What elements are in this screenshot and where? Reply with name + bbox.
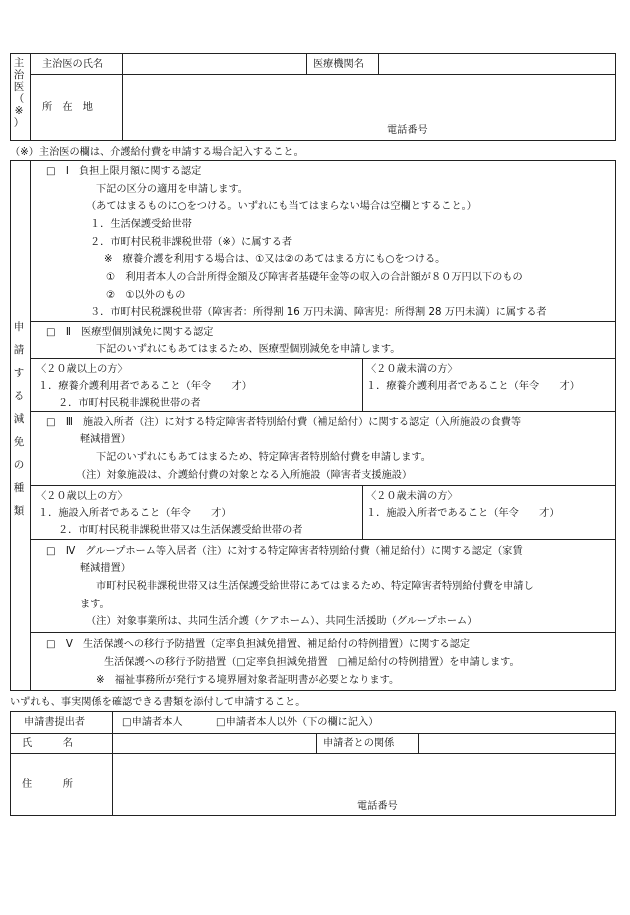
- label-char: ※: [14, 105, 24, 117]
- section-1-sub2[interactable]: ② ①以外のもの: [106, 290, 186, 301]
- border: [30, 632, 616, 633]
- border: [10, 160, 616, 161]
- submitter-name-field[interactable]: [114, 735, 314, 751]
- section-4-title2: 軽減措置）: [80, 563, 131, 574]
- label-char: 医: [13, 81, 25, 93]
- relation-label: 申請者との関係: [323, 738, 395, 749]
- doctor-note: （※）主治医の欄は、介護給付費を申請する場合記入すること。: [10, 147, 304, 158]
- section-4-line1: 市町村民税非課税世帯又は生活保護受給世帯にあてはまるため、特定障害者特別給付費を申請し: [96, 581, 534, 592]
- label-char: 免: [13, 436, 25, 448]
- section-2-right1: １．療養介護利用者であること（年令 才）: [366, 381, 580, 392]
- doctor-address-field[interactable]: [124, 76, 614, 139]
- border: [112, 711, 113, 816]
- section-1-line2: （あてはまるものに○をつける。いずれにも当てはまらない場合は空欄とすること。）: [86, 201, 477, 212]
- border: [418, 733, 419, 753]
- option-applicant-self[interactable]: □申請者本人: [122, 717, 183, 728]
- section-5-line1: 生活保護への移行予防措置（□定率負担減免措置 □補足給付の特例措置）を申請します。: [104, 657, 520, 668]
- doctor-name-label: 主治医の氏名: [42, 59, 104, 70]
- section-5-checkbox-title[interactable]: □ Ⅴ 生活保護への移行予防措置（定率負担減免措置、補足給付の特例措置）に関する認定: [46, 639, 471, 650]
- label-char: る: [13, 390, 25, 402]
- doctor-address-label: 所 在 地: [42, 102, 93, 113]
- section-4-note: （注）対象事業所は、共同生活介護（ケアホーム）、共同生活援助（グループホーム）: [86, 616, 478, 627]
- section-3-line1: 下記のいずれにもあてはまるため、特定障害者特別給付費を申請します。: [96, 452, 431, 463]
- border: [10, 53, 616, 54]
- border: [30, 411, 616, 412]
- section-3-note: （注）対象施設は、介護給付費の対象となる入所施設（障害者支援施設）: [76, 470, 413, 481]
- border: [10, 690, 616, 691]
- border: [30, 160, 31, 691]
- section-1-line1: 下記の区分の適用を申請します。: [96, 184, 248, 195]
- border: [10, 711, 11, 816]
- border: [30, 321, 616, 322]
- section-2-right-head: 〈２０歳未満の方〉: [366, 364, 458, 375]
- institution-label: 医療機関名: [313, 59, 364, 70]
- label-char: の: [13, 459, 25, 471]
- submitter-address-label: 住 所: [22, 779, 73, 790]
- submitter-label: 申請書提出者: [24, 717, 86, 728]
- label-char: 主: [13, 57, 25, 69]
- section-3-right1: １．施設入所者であること（年令 才）: [366, 508, 560, 519]
- border: [122, 53, 123, 141]
- label-char: 類: [13, 505, 25, 517]
- section-3-left2: ２．市町村民税非課税世帯又は生活保護受給世帯の者: [58, 525, 303, 536]
- border: [10, 140, 616, 141]
- border: [30, 539, 616, 540]
- attachment-note: いずれも、事実関係を確認できる書類を添付して申請すること。: [10, 697, 306, 708]
- section-2-checkbox-title[interactable]: □ Ⅱ 医療型個別減免に関する認定: [46, 327, 214, 338]
- border: [615, 711, 616, 816]
- section-3-right-head: 〈２０歳未満の方〉: [366, 491, 458, 502]
- doctor-name-field[interactable]: [124, 55, 304, 73]
- border: [316, 733, 317, 753]
- border: [30, 74, 616, 75]
- border: [30, 53, 31, 141]
- section-1-sub1[interactable]: ① 利用者本人の合計所得金額及び障害者基礎年金等の収入の合計額が８０万円以下のもの: [106, 272, 523, 283]
- section-2-left1: １．療養介護利用者であること（年令 才）: [38, 381, 252, 392]
- section-5-note: ※ 福祉事務所が発行する境界層対象者証明書が必要となります。: [96, 675, 400, 686]
- border: [362, 358, 363, 411]
- border: [615, 53, 616, 141]
- border: [10, 733, 616, 734]
- label-char: 申: [13, 321, 25, 333]
- label-char: ）: [13, 117, 25, 129]
- submitter-name-label: 氏 名: [22, 738, 73, 749]
- section-1-item1[interactable]: １．生活保護受給世帯: [90, 219, 192, 230]
- institution-field[interactable]: [380, 55, 614, 73]
- section-4-line2: ます。: [80, 599, 110, 610]
- types-vertical-label: [12, 320, 26, 527]
- border: [30, 485, 616, 486]
- section-1-item2[interactable]: ２．市町村民税非課税世帯（※）に属する者: [90, 237, 293, 248]
- border: [306, 53, 307, 74]
- border: [10, 160, 11, 691]
- border: [615, 160, 616, 691]
- label-char: 請: [13, 344, 25, 356]
- submitter-phone-label: 電話番号: [357, 801, 398, 812]
- border: [10, 711, 616, 712]
- border: [378, 53, 379, 74]
- label-char: す: [13, 367, 25, 379]
- option-applicant-other[interactable]: □申請者本人以外（下の欄に記入）: [216, 717, 379, 728]
- border: [10, 753, 616, 754]
- section-3-left-head: 〈２０歳以上の方〉: [36, 491, 128, 502]
- section-2-left2: ２．市町村民税非課税世帯の者: [58, 398, 201, 409]
- border: [362, 485, 363, 539]
- section-3-title2: 軽減措置）: [80, 434, 131, 445]
- section-1-checkbox-title[interactable]: □ Ⅰ 負担上限月額に関する認定: [46, 166, 202, 177]
- label-char: 減: [13, 413, 25, 425]
- section-4-checkbox-title[interactable]: □ Ⅳ グループホーム等入居者（注）に対する特定障害者特別給付費（補足給付）に関する認定（家賃: [46, 546, 523, 557]
- label-char: 治: [13, 69, 25, 81]
- doctor-phone-label: 電話番号: [387, 125, 428, 136]
- section-3-checkbox-title[interactable]: □ Ⅲ 施設入所者（注）に対する特定障害者特別給付費（補足給付）に関する認定（入所施設の食費等: [46, 417, 522, 428]
- section-3-left1: １．施設入所者であること（年令 才）: [38, 508, 232, 519]
- label-char: 種: [13, 482, 25, 494]
- border: [30, 358, 616, 359]
- doctor-vertical-label: [12, 57, 26, 129]
- section-2-line1: 下記のいずれにもあてはまるため、医療型個別減免を申請します。: [96, 344, 401, 355]
- section-1-item3[interactable]: ３．市町村民税課税世帯（障害者：所得割 16 万円未満、障害児：所得割 28 万円未満）に属する者: [90, 307, 547, 318]
- label-char: （: [13, 93, 25, 105]
- relation-field[interactable]: [420, 735, 614, 751]
- border: [10, 53, 11, 141]
- border: [10, 815, 616, 816]
- section-1-note: ※ 療養介護を利用する場合は、①又は②のあてはまる方にも○をつける。: [104, 254, 446, 265]
- section-2-left-head: 〈２０歳以上の方〉: [36, 364, 128, 375]
